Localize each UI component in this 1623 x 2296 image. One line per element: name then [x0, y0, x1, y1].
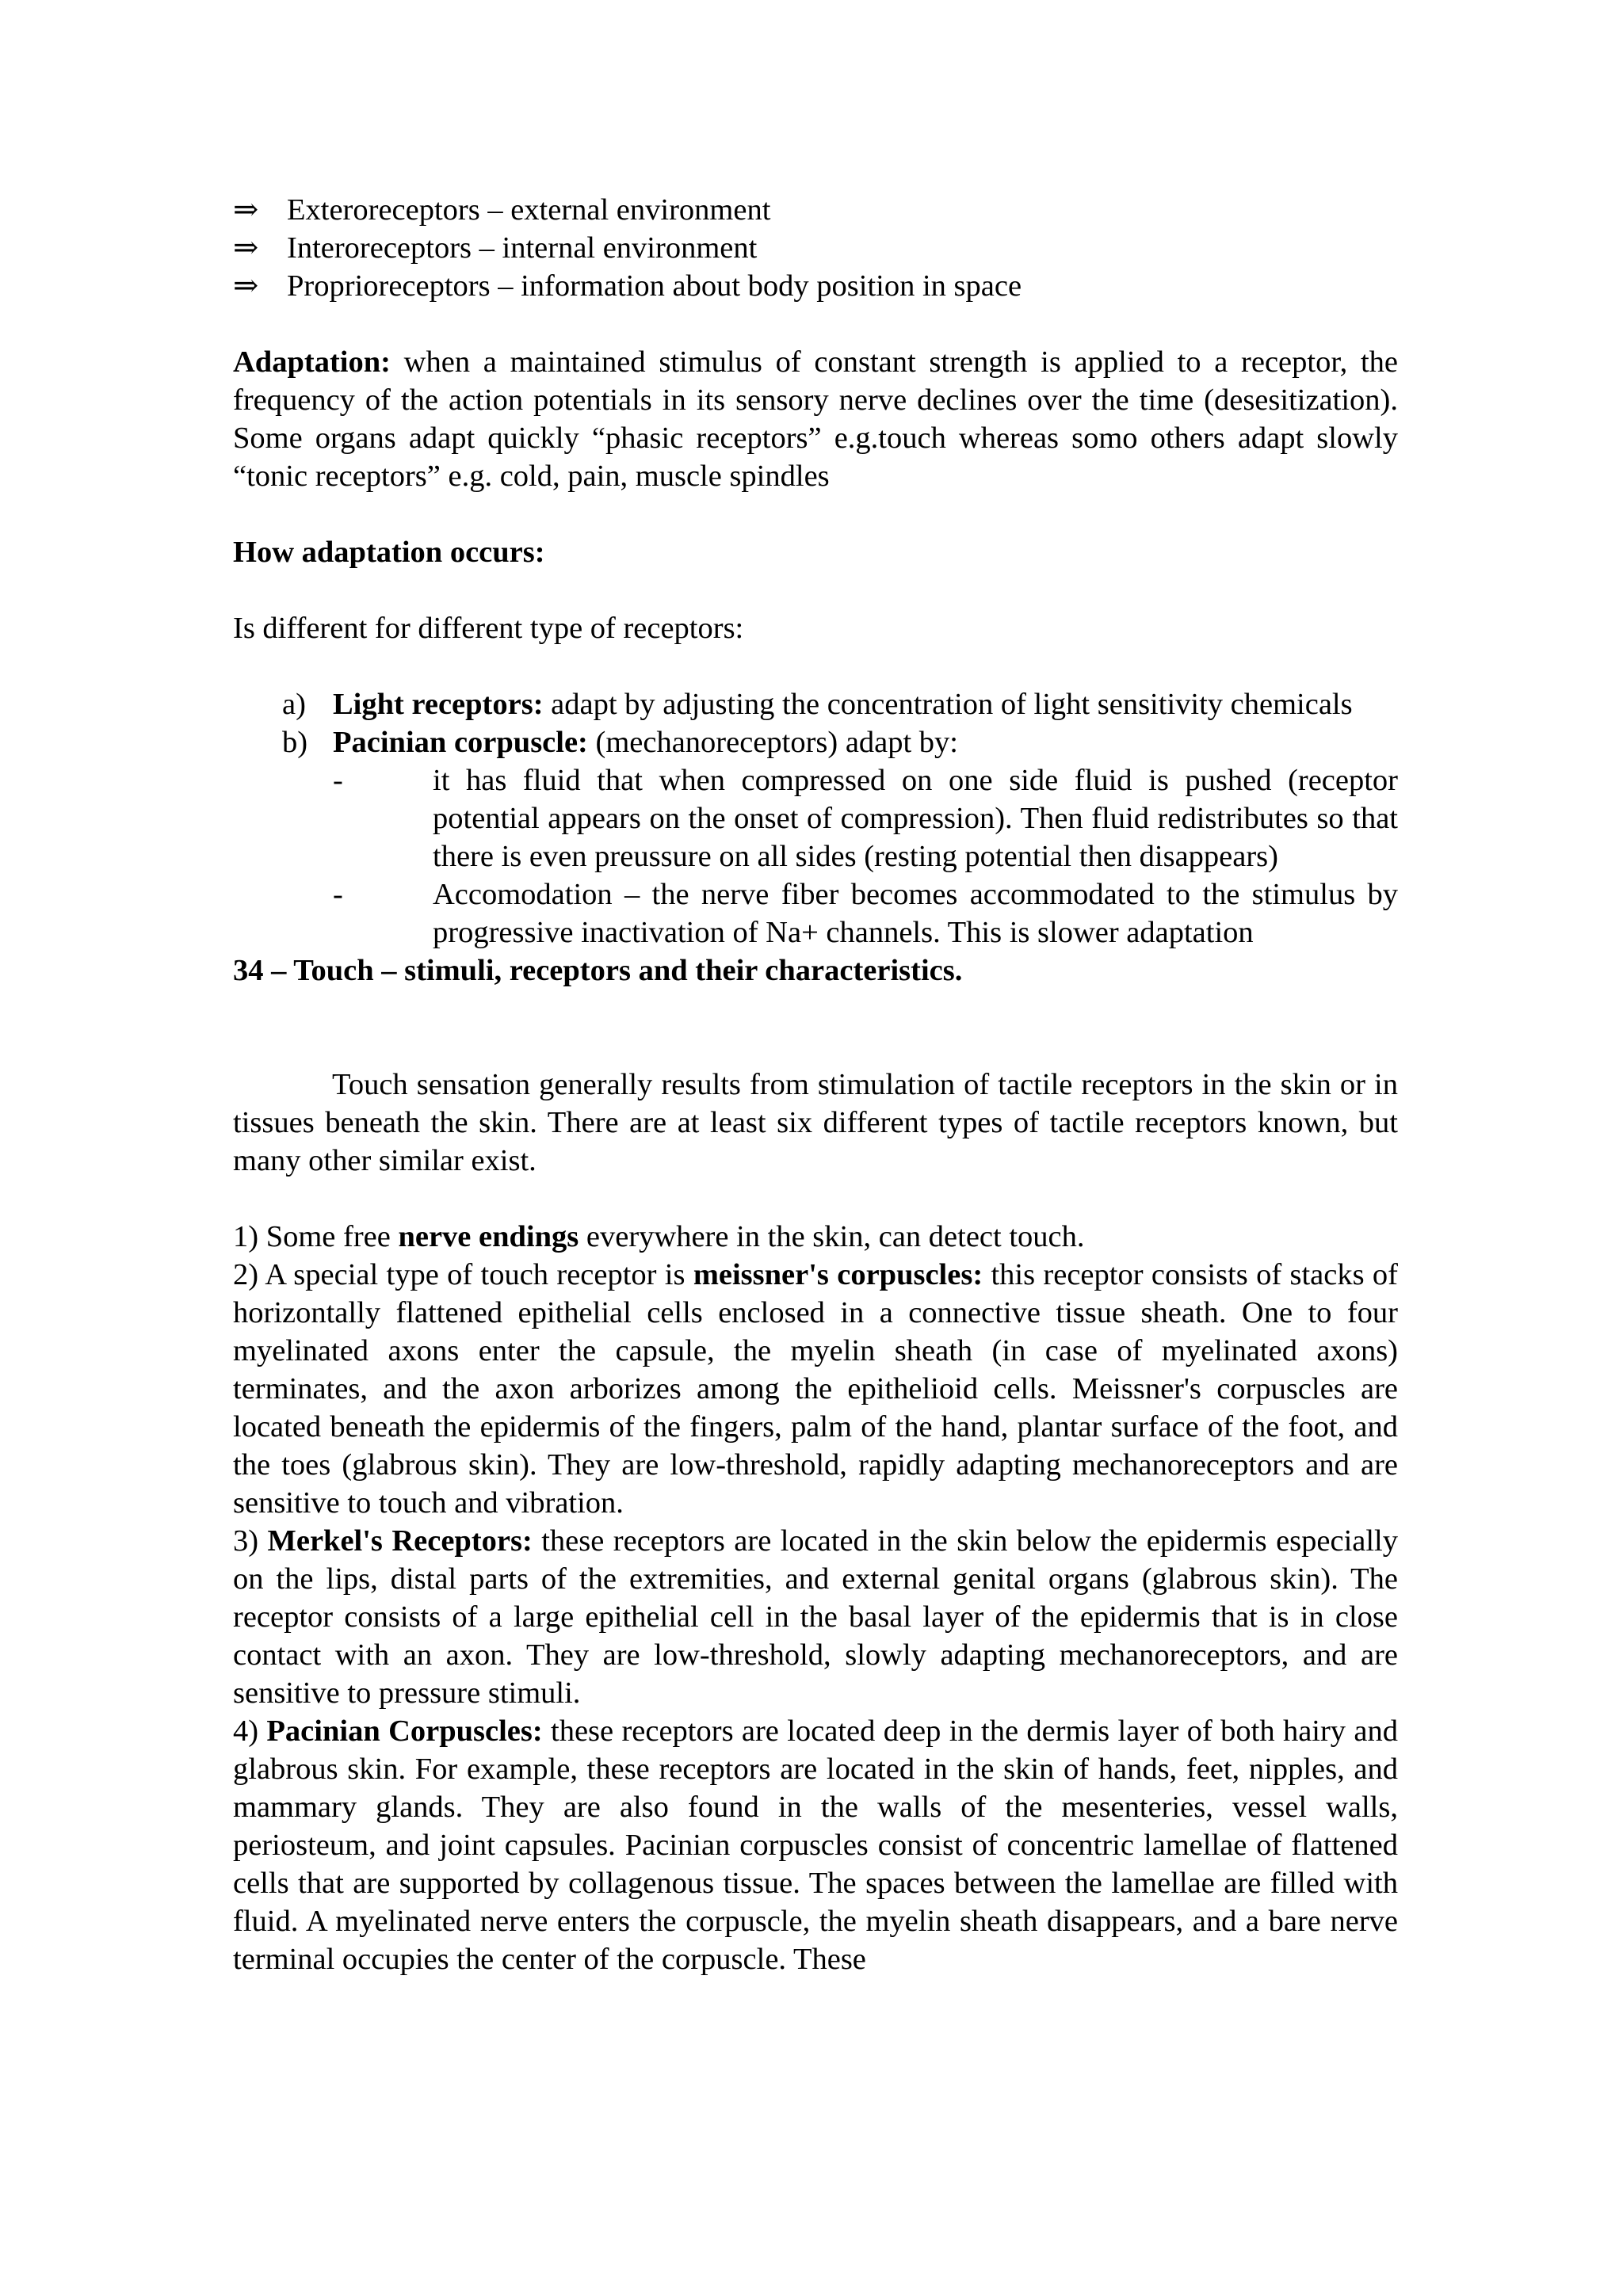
list-item: - Accomodation – the nerve fiber becomes accommodated to the stimulus by progressive inactivation of Na+ channels. This is slower adaptation [333, 878, 1398, 949]
list-item: ⇒ Exteroreceptors – external environment [233, 191, 1398, 229]
how-adaptation-heading: How adaptation occurs: [233, 536, 545, 569]
adaptation-heading: Adaptation: [233, 345, 391, 379]
touch-item-1: 1) Some free nerve endings everywhere in the skin, can detect touch. [233, 1220, 1085, 1253]
touch-item-2: 2) A special type of touch receptor is meissner's corpuscles: this receptor consists of stacks of horizontally flattened epithelial cells enclosed in a connective tissue sheath. One to four myelinated axons enter the capsule, the myelin sheath (in case of myelinated axons) terminates, and the axon arborizes among the epithelioid cells. Meissner's corpuscles are located beneath the epidermis of the fingers, palm of the hand, plantar surface of the foot, and the toes (glabrous skin). They are low-threshold, rapidly adapting mechanoreceptors and are sensitive to touch and vibration. [233, 1258, 1398, 1520]
how-adaptation-intro: Is different for different type of receptors: [233, 612, 744, 645]
list-item: ⇒ Interoreceptors – internal environment [233, 229, 1398, 267]
arrow-icon: ⇒ [233, 193, 259, 227]
touch-item-3: 3) Merkel's Receptors: these receptors are located in the skin below the epidermis especially on the lips, distal parts of the extremities, and external genital organs (glabrous skin). The receptor consists of a large epithelial cell in the basal layer of the epidermis that is in close contact with an axon. They are low-threshold, slowly adapting mechanoreceptors, and are sensitive to pressure stimuli. [233, 1524, 1398, 1710]
touch-item-4: 4) Pacinian Corpuscles: these receptors are located deep in the dermis layer of both hairy and glabrous skin. For example, these receptors are located in the skin of hands, feet, nipples, and mammary glands. They are also found in the walls of the mesenteries, vessel walls, periosteum, and joint capsules. Pacinian corpuscles consist of concentric lamellae of flattened cells that are supported by collagenous tissue. The spaces between the lamellae are filled with fluid. A myelinated nerve enters the corpuscle, the myelin sheath disappears, and a bare nerve terminal occupies the center of the corpuscle. These [233, 1714, 1398, 1976]
list-item-b: b) Pacinian corpuscle: (mechanoreceptors) adapt by: - it has fluid that when compressed on one side fluid is pushed (receptor potential appears on the onset of compression). Then fluid redistributes so that there is even preussure on all sides (resting potential then disappears) - Accomodation – the nerve fiber becomes accommodated to the stimulus by progressive inactivation of Na+ channels. This is slower adaptation [233, 723, 1398, 952]
pacinian-adaptation-points [333, 761, 1398, 952]
arrow-icon: ⇒ [233, 231, 259, 265]
list-item: - it has fluid that when compressed on one side fluid is pushed (receptor potential appears on the onset of compression). Then fluid redistributes so that there is even preussure on all sides (resting potential then disappears) [333, 764, 1398, 873]
section-title: 34 – Touch – stimuli, receptors and their characteristics. [233, 954, 963, 987]
list-item-a: a) Light receptors: adapt by adjusting the concentration of light sensitivity chemicals [282, 688, 1353, 721]
document-page [233, 191, 1398, 1978]
adaptation-paragraph: Adaptation: when a maintained stimulus of constant strength is applied to a receptor, the frequency of the action potentials in its sensory nerve declines over the time (desesitization). Some organs adapt quickly “phasic receptors” e.g.touch whereas somo others adapt slowly “tonic receptors” e.g. cold, pain, muscle spindles [233, 345, 1398, 493]
receptor-types-list [233, 191, 1398, 305]
adaptation-types-list [233, 685, 1398, 952]
arrow-icon: ⇒ [233, 269, 259, 303]
touch-intro-paragraph: Touch sensation generally results from stimulation of tactile receptors in the skin or in tissues beneath the skin. There are at least six different types of tactile receptors known, but many other similar exist. [233, 1068, 1398, 1177]
list-item: ⇒ Proprioreceptors – information about body position in space [233, 267, 1398, 305]
